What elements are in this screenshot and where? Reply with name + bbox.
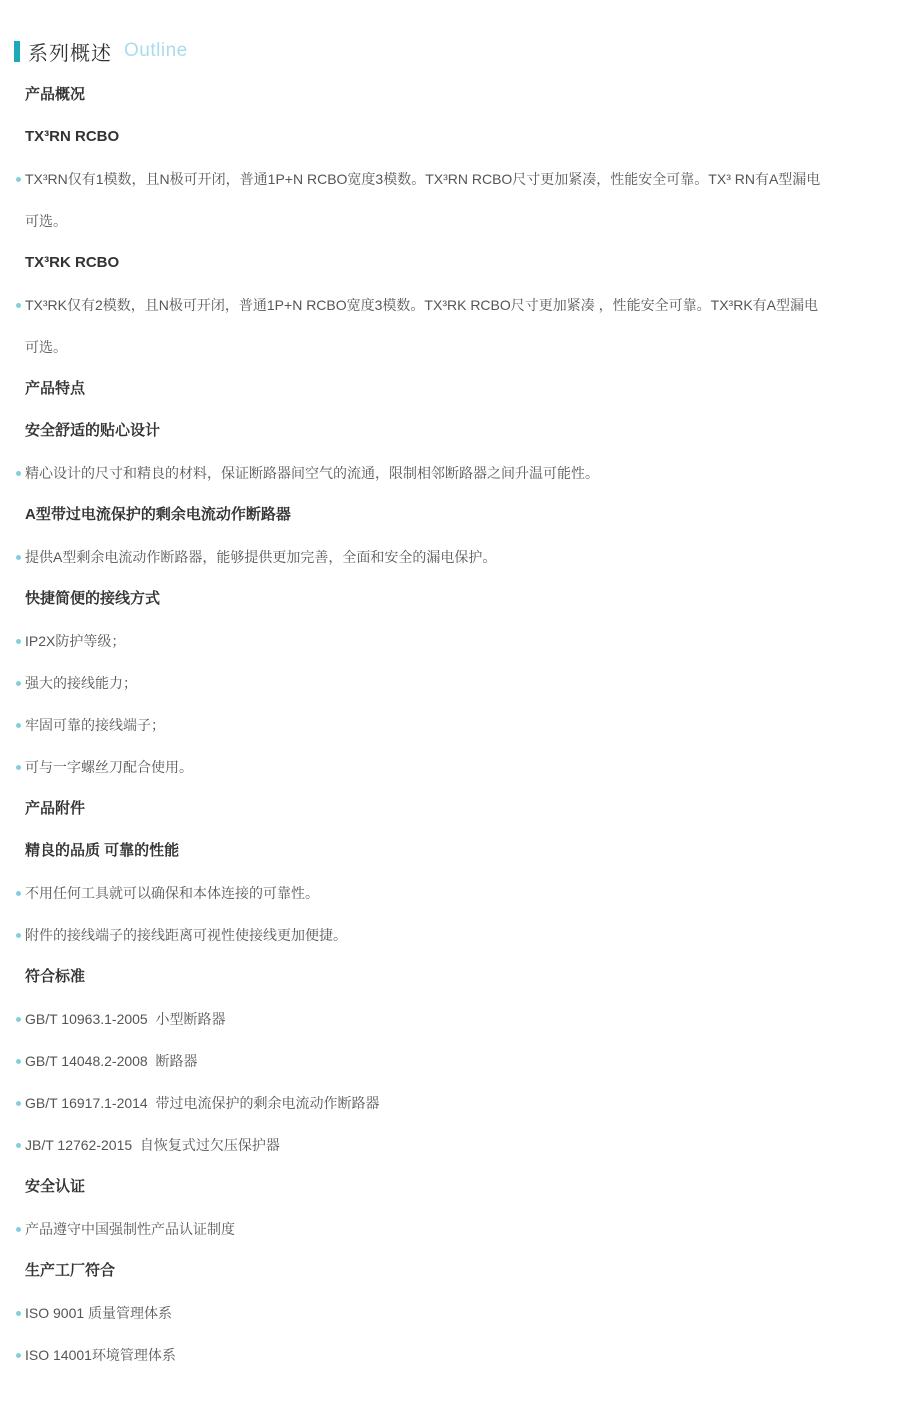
section-heading: 产品特点 <box>25 380 86 397</box>
bullet-item <box>0 998 900 1040</box>
bullet-item <box>0 746 900 788</box>
bullet-text: TX³RN仅有1模数，且N极可开闭，普通1P+N RCBO宽度3模数。TX³RN RCBO尺寸更加紧凑，性能安全可靠。TX³ RN有A型漏电 <box>25 171 821 187</box>
bullet-item <box>0 1208 900 1250</box>
bullet-text: 可与一字螺丝刀配合使用。 <box>25 759 193 775</box>
bullet-text: GB/T 10963.1-2005 小型断路器 <box>25 1011 226 1027</box>
bullet-item <box>0 1082 900 1124</box>
bullet-text: IP2X防护等级； <box>25 633 126 649</box>
bullet-dot-icon <box>16 1143 21 1148</box>
bullet-dot-icon <box>16 765 21 770</box>
section-heading: 产品附件 <box>25 800 86 817</box>
bullet-text: ISO 14001环境管理体系 <box>25 1347 176 1363</box>
bullet-item <box>0 1040 900 1082</box>
bullet-text: 产品遵守中国强制性产品认证制度 <box>25 1221 235 1237</box>
bullet-dot-icon <box>16 1101 21 1106</box>
bullet-dot-icon <box>16 555 21 560</box>
bullet-dot-icon <box>16 933 21 938</box>
bullet-continuation-line <box>0 200 900 242</box>
bullet-text: GB/T 14048.2-2008 断路器 <box>25 1053 198 1069</box>
bullet-text: 不用任何工具就可以确保和本体连接的可靠性。 <box>25 885 319 901</box>
bullet-dot-icon <box>16 1353 21 1358</box>
accent-bar <box>14 41 20 62</box>
bullet-text: 提供A型剩余电流动作断路器，能够提供更加完善，全面和安全的漏电保护。 <box>25 549 497 565</box>
bullet-text: 可选。 <box>25 213 67 229</box>
bullet-item <box>0 284 900 326</box>
bullet-text: TX³RK仅有2模数，且N极可开闭，普通1P+N RCBO宽度3模数。TX³RK RCBO尺寸更加紧凑 ，性能安全可靠。TX³RK有A型漏电 <box>25 297 818 313</box>
bullet-dot-icon <box>16 1311 21 1316</box>
bullet-item <box>0 704 900 746</box>
bullet-text: 强大的接线能力； <box>25 675 137 691</box>
section-heading: 快捷简便的接线方式 <box>25 590 161 607</box>
bullet-text: 牢固可靠的接线端子； <box>25 717 165 733</box>
bullet-dot-icon <box>16 303 21 308</box>
bullet-item <box>0 452 900 494</box>
bullet-text: GB/T 16917.1-2014 带过电流保护的剩余电流动作断路器 <box>25 1095 380 1111</box>
bullet-item <box>0 620 900 662</box>
bullet-text: JB/T 12762-2015 自恢复式过欠压保护器 <box>25 1137 280 1153</box>
bullet-dot-icon <box>16 723 21 728</box>
section-heading: TX³RK RCBO <box>25 254 120 271</box>
page-subtitle: Outline <box>124 40 188 61</box>
bullet-item <box>0 536 900 578</box>
bullet-dot-icon <box>16 1017 21 1022</box>
section-heading: 产品概况 <box>25 86 86 103</box>
section-heading: 符合标准 <box>25 968 86 985</box>
bullet-dot-icon <box>16 1059 21 1064</box>
bullet-item <box>0 914 900 956</box>
section-heading: TX³RN RCBO <box>25 128 120 145</box>
section-heading: 安全舒适的贴心设计 <box>25 422 161 439</box>
content-area <box>0 74 900 1376</box>
bullet-text: 精心设计的尺寸和精良的材料，保证断路器间空气的流通，限制相邻断路器之间升温可能性。 <box>25 465 599 481</box>
section-heading: 精良的品质 可靠的性能 <box>25 842 180 859</box>
bullet-item <box>0 1292 900 1334</box>
bullet-item <box>0 1334 900 1376</box>
section-header <box>14 38 900 64</box>
bullet-dot-icon <box>16 681 21 686</box>
bullet-dot-icon <box>16 471 21 476</box>
bullet-continuation-line <box>0 326 900 368</box>
bullet-text: 可选。 <box>25 339 67 355</box>
bullet-item <box>0 662 900 704</box>
bullet-dot-icon <box>16 891 21 896</box>
section-heading: A型带过电流保护的剩余电流动作断路器 <box>25 506 291 523</box>
bullet-text: ISO 9001 质量管理体系 <box>25 1305 173 1321</box>
section-heading: 生产工厂符合 <box>25 1262 116 1279</box>
bullet-text: 附件的接线端子的接线距离可视性使接线更加便捷。 <box>25 927 347 943</box>
bullet-dot-icon <box>16 639 21 644</box>
bullet-dot-icon <box>16 1227 21 1232</box>
bullet-item <box>0 158 900 200</box>
bullet-dot-icon <box>16 177 21 182</box>
bullet-item <box>0 1124 900 1166</box>
section-heading: 安全认证 <box>25 1178 86 1195</box>
page-title: 系列概述 <box>28 42 112 65</box>
bullet-item <box>0 872 900 914</box>
